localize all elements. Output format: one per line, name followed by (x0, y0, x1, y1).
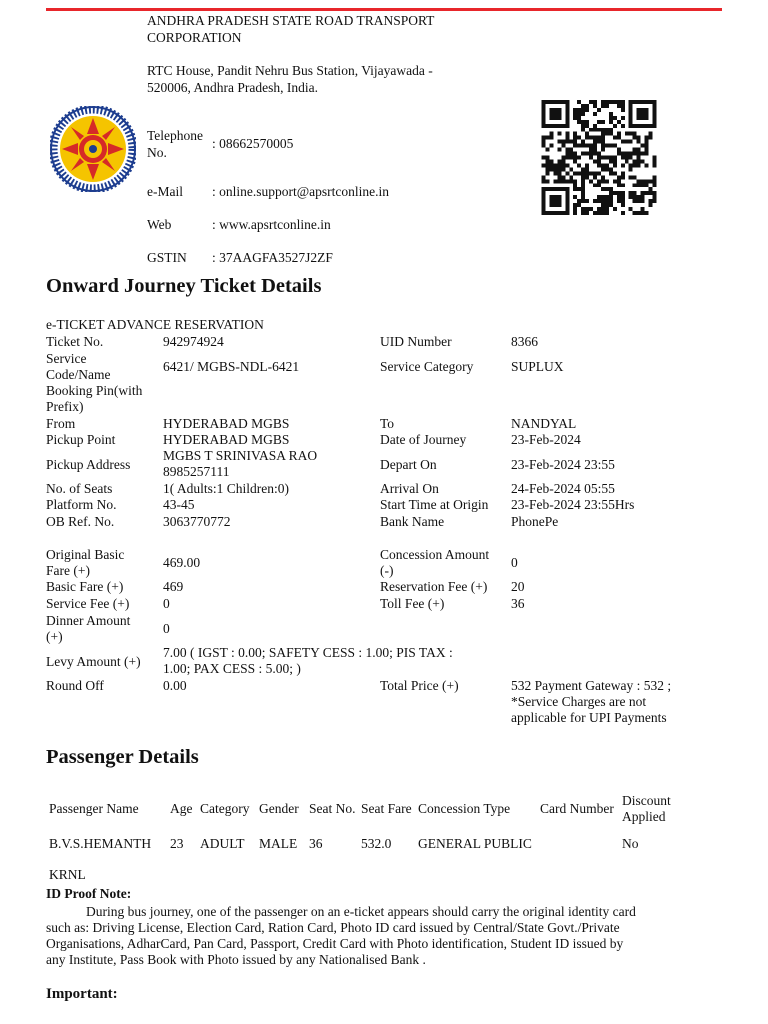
pickup-address-label: Pickup Address (46, 457, 131, 472)
passenger-name: B.V.S.HEMANTH (49, 836, 152, 851)
pickup-point-value: HYDERABAD MGBS (163, 432, 290, 447)
apsrtc-logo-icon (50, 106, 136, 192)
uid-value: 8366 (511, 334, 538, 349)
booking-pin-label-line1: Booking Pin(with (46, 383, 143, 398)
journey-title: Onward Journey Ticket Details (46, 275, 322, 297)
arrival-on-label: Arrival On (380, 481, 439, 496)
id-proof-line1: During bus journey, one of the passenger on an e-ticket appears should carry the original identity card (86, 904, 636, 919)
header-passenger-name: Passenger Name (49, 800, 139, 816)
arrival-on-value: 24-Feb-2024 05:55 (511, 481, 615, 496)
header-divider (46, 8, 722, 11)
platform-value: 43-45 (163, 497, 195, 512)
table-row (49, 825, 702, 863)
passenger-extra: KRNL (49, 867, 86, 882)
header-discount-applied: Discount Applied (622, 792, 671, 824)
to-value: NANDYAL (511, 416, 577, 431)
passenger-fare: 532.0 (361, 836, 392, 851)
service-category-label: Service Category (380, 359, 474, 374)
id-proof-title: ID Proof Note: (46, 886, 132, 901)
service-label-line1: Service (46, 351, 87, 366)
passenger-gender: MALE (259, 836, 298, 851)
start-time-value: 23-Feb-2024 23:55Hrs (511, 497, 635, 512)
levy-amount-value (163, 645, 453, 677)
ob-ref-value: 3063770772 (163, 514, 231, 529)
email-label: e-Mail (147, 184, 183, 199)
booking-pin-label-line2: Prefix) (46, 399, 84, 414)
telephone-value: : 08662570005 (212, 136, 294, 151)
pickup-address-value (163, 448, 317, 480)
telephone-label-line2: No. (147, 145, 167, 160)
id-proof-line2: such as: Driving License, Election Card, Ration Card, Photo ID card issued by Central/State Govt./Private (46, 920, 620, 935)
seats-label: No. of Seats (46, 481, 113, 496)
concession-amount-label (380, 547, 489, 579)
passenger-category: ADULT (200, 836, 245, 851)
gstin-value: : 37AAGFA3527J2ZF (212, 250, 333, 265)
uid-label: UID Number (380, 334, 452, 349)
concession-amount-label-line2: (-) (380, 563, 394, 578)
passenger-table (49, 792, 702, 863)
date-of-journey-label: Date of Journey (380, 432, 467, 447)
gstin-label: GSTIN (147, 250, 187, 265)
levy-amount-label: Levy Amount (+) (46, 654, 141, 669)
total-price-line2: *Service Charges are not (511, 694, 647, 709)
ticket-no-label: Ticket No. (46, 334, 104, 349)
id-proof-line3: Organisations, AdharCard, Pan Card, Passport, Credit Card with Photo identification, Student ID issued by (46, 936, 624, 951)
org-name-line1: ANDHRA PRADESH STATE ROAD TRANSPORT (147, 13, 435, 28)
dinner-amount-value: 0 (163, 621, 170, 636)
total-price-line1: 532 Payment Gateway : 532 ; (511, 678, 672, 693)
bank-name-value: PhonePe (511, 514, 559, 529)
date-of-journey-value: 23-Feb-2024 (511, 432, 581, 447)
web-label: Web (147, 217, 172, 232)
platform-label: Platform No. (46, 497, 117, 512)
depart-on-label: Depart On (380, 457, 437, 472)
pickup-address-line2: 8985257111 (163, 464, 230, 479)
original-basic-fare-label (46, 547, 124, 579)
service-fee-label: Service Fee (+) (46, 596, 130, 611)
from-value: HYDERABAD MGBS (163, 416, 290, 431)
qr-code-icon (539, 100, 659, 215)
email-value[interactable]: : online.support@apsrtconline.in (212, 184, 390, 199)
telephone-label-line1: Telephone (147, 128, 204, 143)
service-category-value: SUPLUX (511, 359, 564, 374)
original-basic-fare-value: 469.00 (163, 555, 201, 570)
org-name-line2: CORPORATION (147, 30, 242, 45)
total-price-label: Total Price (+) (380, 678, 459, 693)
header-card-number: Card Number (540, 800, 614, 816)
from-label: From (46, 416, 76, 431)
ticket-no-value: 942974924 (163, 334, 224, 349)
reservation-type: e-TICKET ADVANCE RESERVATION (46, 317, 264, 332)
reservation-fee-label: Reservation Fee (+) (380, 579, 488, 594)
total-price-line3: applicable for UPI Payments (511, 710, 667, 725)
passenger-concession: GENERAL PUBLIC (418, 836, 532, 851)
to-label: To (380, 416, 395, 431)
seats-value: 1( Adults:1 Children:0) (163, 481, 289, 496)
header-concession-type: Concession Type (418, 800, 511, 816)
service-label-line2: Code/Name (46, 367, 111, 382)
levy-amount-line2: 1.00; PAX CESS : 5.00; ) (163, 661, 301, 676)
pickup-point-label: Pickup Point (46, 432, 116, 447)
header-gender: Gender (259, 800, 299, 816)
address-line2: 520006, Andhra Pradesh, India. (147, 80, 318, 95)
address-line1: RTC House, Pandit Nehru Bus Station, Vijayawada - (147, 63, 433, 78)
toll-fee-label: Toll Fee (+) (380, 596, 445, 611)
passenger-seat: 36 (309, 836, 323, 851)
levy-amount-line1: 7.00 ( IGST : 0.00; SAFETY CESS : 1.00; PIS TAX : (163, 645, 453, 660)
important-title: Important: (46, 986, 118, 1002)
basic-fare-label: Basic Fare (+) (46, 579, 124, 594)
passenger-card (540, 825, 622, 863)
concession-amount-label-line1: Concession Amount (380, 547, 490, 562)
header-seat-no: Seat No. (309, 800, 356, 816)
service-value: 6421/ MGBS-NDL-6421 (163, 359, 300, 374)
service-label (46, 351, 110, 383)
ob-ref-label: OB Ref. No. (46, 514, 115, 529)
header-seat-fare: Seat Fare (361, 800, 412, 816)
round-off-label: Round Off (46, 678, 104, 693)
org-address (147, 62, 433, 96)
passenger-discount: No (622, 836, 639, 851)
telephone-label (147, 127, 217, 161)
start-time-label: Start Time at Origin (380, 497, 489, 512)
total-price-value (511, 678, 671, 726)
pickup-address-line1: MGBS T SRINIVASA RAO (163, 448, 318, 463)
passenger-age: 23 (170, 836, 184, 851)
dinner-amount-label (46, 613, 130, 645)
bank-name-label: Bank Name (380, 514, 445, 529)
concession-amount-value: 0 (511, 555, 518, 570)
booking-pin-label (46, 383, 142, 415)
passenger-title: Passenger Details (46, 746, 199, 768)
basic-fare-value: 469 (163, 579, 184, 594)
web-value[interactable]: : www.apsrtconline.in (212, 217, 331, 232)
dinner-amount-label-line2: (+) (46, 629, 63, 644)
service-fee-value: 0 (163, 596, 170, 611)
reservation-fee-value: 20 (511, 579, 525, 594)
original-basic-fare-label-line1: Original Basic (46, 547, 125, 562)
id-proof-line4: any Institute, Pass Book with Photo issued by any Nationalised Bank . (46, 952, 426, 967)
org-name (147, 12, 434, 46)
header-category: Category (200, 800, 250, 816)
header-age: Age (170, 800, 193, 816)
id-proof-text (46, 904, 736, 968)
original-basic-fare-label-line2: Fare (+) (46, 563, 90, 578)
passenger-table-header (49, 792, 702, 825)
round-off-value: 0.00 (163, 678, 187, 693)
depart-on-value: 23-Feb-2024 23:55 (511, 457, 615, 472)
toll-fee-value: 36 (511, 596, 525, 611)
dinner-amount-label-line1: Dinner Amount (46, 613, 131, 628)
